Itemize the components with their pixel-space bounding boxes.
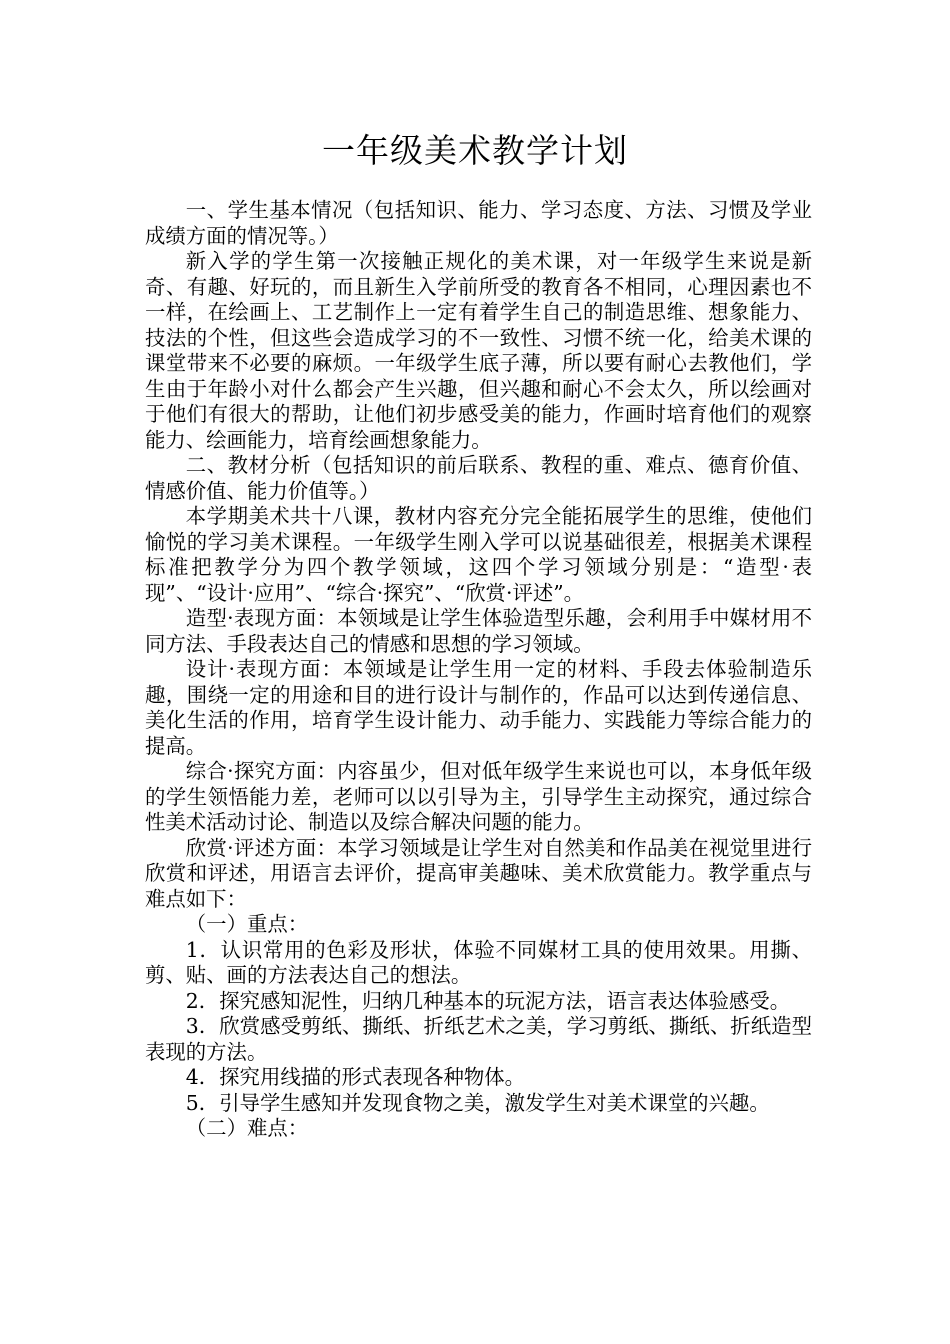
list-item-key-point-4: 4．探究用线描的形式表现各种物体。 — [185, 1065, 526, 1089]
section-heading-student-situation: 一、学生基本情况（包括知识、能力、学习态度、方法、习惯及学业成绩方面的情况等。） — [145, 198, 812, 248]
paragraph-appreciation-review: 欣赏·评述方面：本学习领域是让学生对自然美和作品美在视觉里进行欣赏和评述，用语言去评价，提高审美趣味、美术欣赏能力。教学重点与难点如下： — [145, 835, 812, 911]
list-item-key-point-1: 1．认识常用的色彩及形状，体验不同媒材工具的使用效果。用撕、剪、贴、画的方法表达自己的想法。 — [145, 937, 812, 987]
paragraph-synthesis-exploration: 综合·探究方面：内容虽少，但对低年级学生来说也可以，本身低年级的学生领悟能力差，老师可以以引导为主，引导学生主动探究，通过综合性美术活动讨论、制造以及综合解决问题的能力。 — [145, 759, 812, 834]
subheading-key-points: （一）重点： — [185, 912, 309, 936]
section-heading-textbook-analysis: 二、教材分析（包括知识的前后联系、教程的重、难点、德育价值、情感价值、能力价值等。） — [145, 453, 812, 503]
list-item-key-point-2: 2．探究感知泥性，归纳几种基本的玩泥方法，语言表达体验感受。 — [185, 988, 791, 1013]
document-title: 一年级美术教学计划 — [322, 131, 628, 170]
list-item-key-point-5: 5．引导学生感知并发现食物之美，激发学生对美术课堂的兴趣。 — [185, 1090, 770, 1115]
paragraph-student-situation: 新入学的学生第一次接触正规化的美术课，对一年级学生来说是新奇、有趣、好玩的，而且新生入学前所受的教育各不相同，心理因素也不一样，在绘画上、工艺制作上一定有着学生自己的制造思维、想象能力、技法的个性，但这些会造成学习的不一致性、习惯不统一化，给美术课的课堂带来不必要的麻烦。一年级学生底子薄，所以要有耐心去教他们，学生由于年龄小对什么都会产生兴趣，但兴趣和耐心不会太久，所以绘画对于他们有很大的帮助，让他们初步感受美的能力，作画时培育他们的观察能力、绘画能力，培育绘画想象能力。 — [145, 249, 812, 452]
paragraph-textbook-overview: 本学期美术共十八课，教材内容充分完全能拓展学生的思维，使他们愉悦的学习美术课程。一年级学生刚入学可以说基础很差，根据美术课程标准把教学分为四个教学领域，这四个学习领域分别是：“造型·表现”、“设计·应用”、“综合·探究”、“欣赏·评述”。 — [145, 504, 812, 605]
list-item-key-point-3: 3．欣赏感受剪纸、撕纸、折纸艺术之美，学习剪纸、撕纸、折纸造型表现的方法。 — [145, 1014, 812, 1064]
paragraph-modeling-expression: 造型·表现方面：本领域是让学生体验造型乐趣，会利用手中媒材用不同方法、手段表达自己的情感和思想的学习领域。 — [145, 606, 812, 656]
subheading-difficult-points: （二）难点： — [185, 1116, 309, 1140]
paragraph-design-expression: 设计·表现方面：本领域是让学生用一定的材料、手段去体验制造乐趣，围绕一定的用途和目的进行设计与制作的，作品可以达到传递信息、美化生活的作用，培育学生设计能力、动手能力、实践能力等综合能力的提高。 — [145, 657, 812, 758]
document-body — [145, 198, 812, 1142]
